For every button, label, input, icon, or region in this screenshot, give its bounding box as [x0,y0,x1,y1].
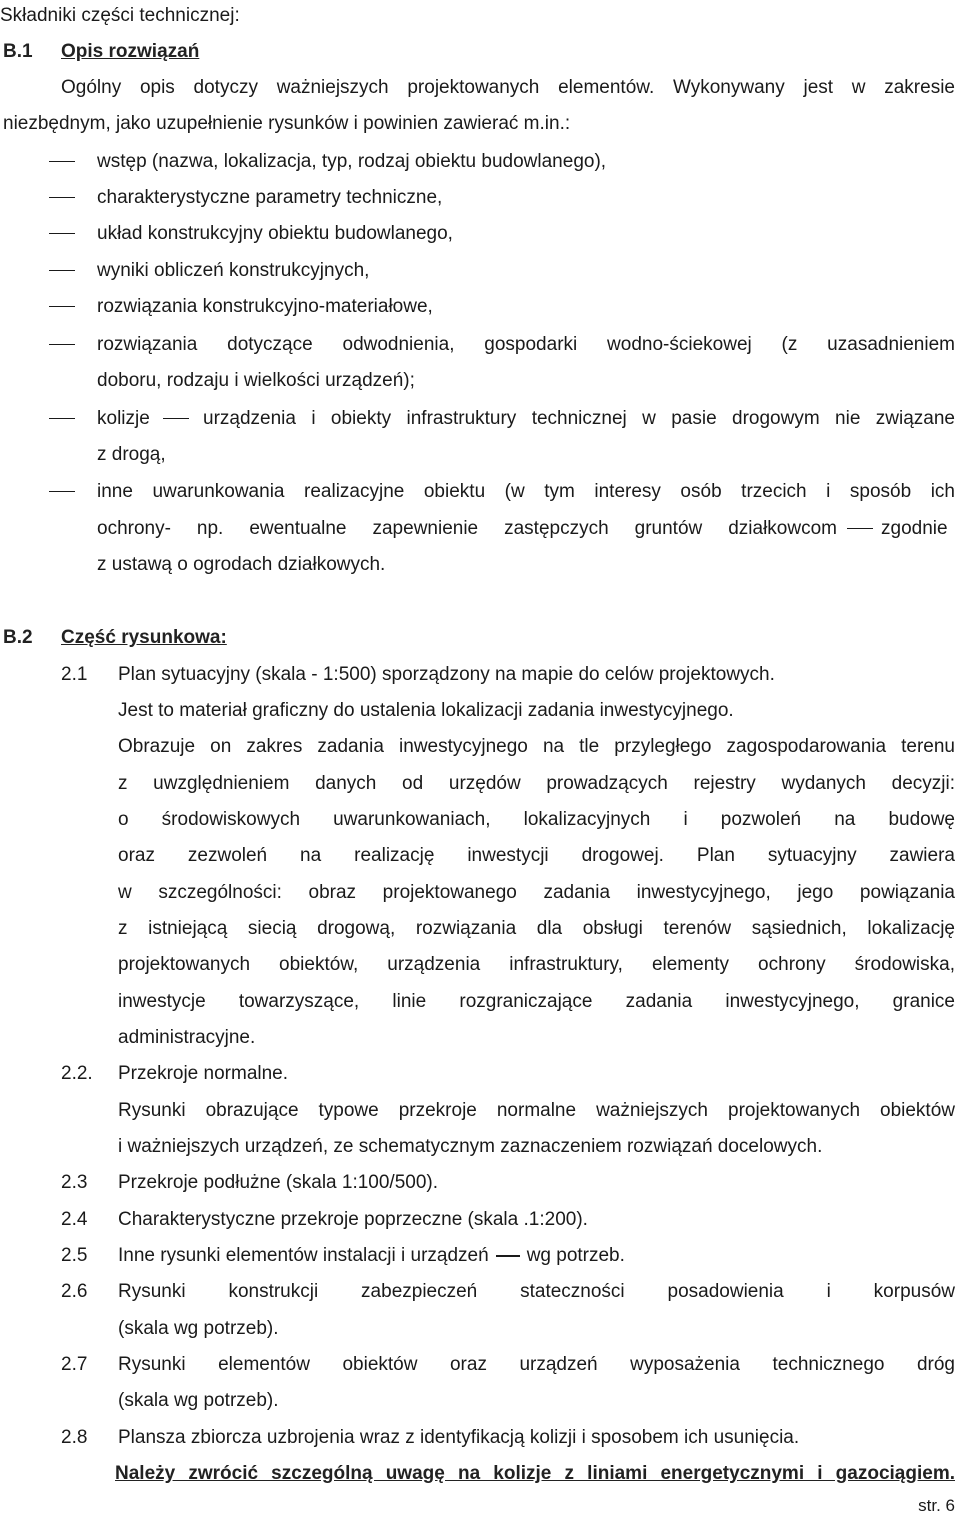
subsection-number: 2.6 [61,1281,88,1302]
paragraph-line: inwestycje towarzyszące, linie rozgraniczające zadania inwestycyjnego, granice [118,991,955,1012]
paragraph-line: z istniejącą siecią drogową, rozwiązania dla obsługi terenów sąsiednich, lokalizację [118,918,955,939]
subsection-title-continuation: (skala wg potrzeb). [118,1318,279,1339]
list-dash-icon [49,418,75,419]
list-item: wyniki obliczeń konstrukcyjnych, [97,260,370,281]
subsection-number: 2.8 [61,1427,88,1448]
b1-intro-line-2: niezbędnym, jako uzupełnienie rysunków i powinien zawierać m.in.: [3,113,571,134]
subsection-number: 2.1 [61,664,88,685]
list-dash-icon [49,344,75,345]
list-item: urządzenia i obiekty infrastruktury technicznej w pasie drogowym nie związane [203,408,955,429]
subsection-title [118,1244,625,1268]
list-item-continuation: ochrony- np. ewentualne zapewnienie zastępczych gruntów działkowcom [97,518,837,539]
subsection-title: Charakterystyczne przekroje poprzeczne (skala .1:200). [118,1209,588,1230]
list-item: inne uwarunkowania realizacyjne obiektu (w tym interesy osób trzecich i sposób ich [97,481,955,502]
subsection-number: 2.5 [61,1245,88,1266]
important-note: Należy zwrócić szczególną uwagę na kolizje z liniami energetycznymi i gazociągiem. [115,1463,955,1484]
list-dash-icon [49,270,75,271]
list-item: rozwiązania konstrukcyjno-materiałowe, [97,296,433,317]
subsection-title: Przekroje normalne. [118,1063,289,1084]
paragraph-line: w szczególności: obraz projektowanego zadania inwestycyjnego, jego powiązania [118,882,955,903]
list-dash-icon [163,418,189,419]
list-item: charakterystyczne parametry techniczne, [97,187,443,208]
subsection-title: Rysunki konstrukcji zabezpieczeń stateczności posadowienia i korpusów [118,1281,955,1302]
section-b1-title: Opis rozwiązań [61,41,200,62]
list-dash-icon [847,528,873,529]
list-item: rozwiązania dotyczące odwodnienia, gospodarki wodno-ściekowej (z uzasadnieniem [97,334,955,355]
subsection-title: Przekroje podłużne (skala 1:100/500). [118,1172,439,1193]
list-item: wstęp (nazwa, lokalizacja, typ, rodzaj obiektu budowlanego), [97,151,607,172]
section-b2-number: B.2 [3,627,33,648]
page-number: str. 6 [918,1496,955,1515]
section-b2-title: Część rysunkowa: [61,627,227,648]
paragraph-line: Rysunki obrazujące typowe przekroje normalne ważniejszych projektowanych obiektów [118,1100,955,1121]
list-dash-icon [49,233,75,234]
subsection-title-part: Inne rysunki elementów instalacji i urządzeń [118,1245,489,1266]
dash-icon [496,1255,520,1256]
paragraph-line: projektowanych obiektów, urządzenia infrastruktury, elementy ochrony środowiska, [118,954,955,975]
paragraph-line: Obrazuje on zakres zadania inwestycyjnego na tle przyległego zagospodarowania terenu [118,736,955,757]
list-item-continuation: zgodnie [881,518,948,539]
subsection-number: 2.4 [61,1209,88,1230]
list-dash-icon [49,491,75,492]
section-b1-number: B.1 [3,41,33,62]
subsection-number: 2.2. [61,1063,93,1084]
subsection-title: Rysunki elementów obiektów oraz urządzeń wyposażenia technicznego dróg [118,1354,955,1375]
paragraph-line: o środowiskowych uwarunkowaniach, lokalizacyjnych i pozwoleń na budowę [118,809,955,830]
paragraph-line: oraz zezwoleń na realizację inwestycji drogowej. Plan sytuacyjny zawiera [118,845,955,866]
list-item-continuation: z ustawą o ogrodach działkowych. [97,554,386,575]
b1-intro-line-1: Ogólny opis dotyczy ważniejszych projektowanych elementów. Wykonywany jest w zakresie [61,77,955,98]
subsection-title: Plan sytuacyjny (skala - 1:500) sporządzony na mapie do celów projektowych. [118,664,775,685]
paragraph-line: administracyjne. [118,1027,256,1048]
list-dash-icon [49,306,75,307]
paragraph-line: z uwzględnieniem danych od urzędów prowadzących rejestry wydanych decyzji: [118,773,955,794]
subsection-title-continuation: (skala wg potrzeb). [118,1390,279,1411]
subsection-number: 2.7 [61,1354,88,1375]
list-dash-icon [49,161,75,162]
list-item: układ konstrukcyjny obiektu budowlanego, [97,223,453,244]
list-dash-icon [49,197,75,198]
list-item: kolizje [97,408,150,429]
list-item-continuation: z drogą, [97,444,166,465]
paragraph-line: i ważniejszych urządzeń, ze schematycznym zaznaczeniem rozwiązań docelowych. [118,1136,823,1157]
paragraph-line: Jest to materiał graficzny do ustalenia lokalizacji zadania inwestycyjnego. [118,700,734,721]
subsection-title: Plansza zbiorcza uzbrojenia wraz z identyfikacją kolizji i sposobem ich usunięcia. [118,1427,800,1448]
page-header: Składniki części technicznej: [0,5,240,26]
list-item-continuation: doboru, rodzaju i wielkości urządzeń); [97,370,415,391]
subsection-number: 2.3 [61,1172,88,1193]
subsection-title-part: wg potrzeb. [526,1245,625,1266]
